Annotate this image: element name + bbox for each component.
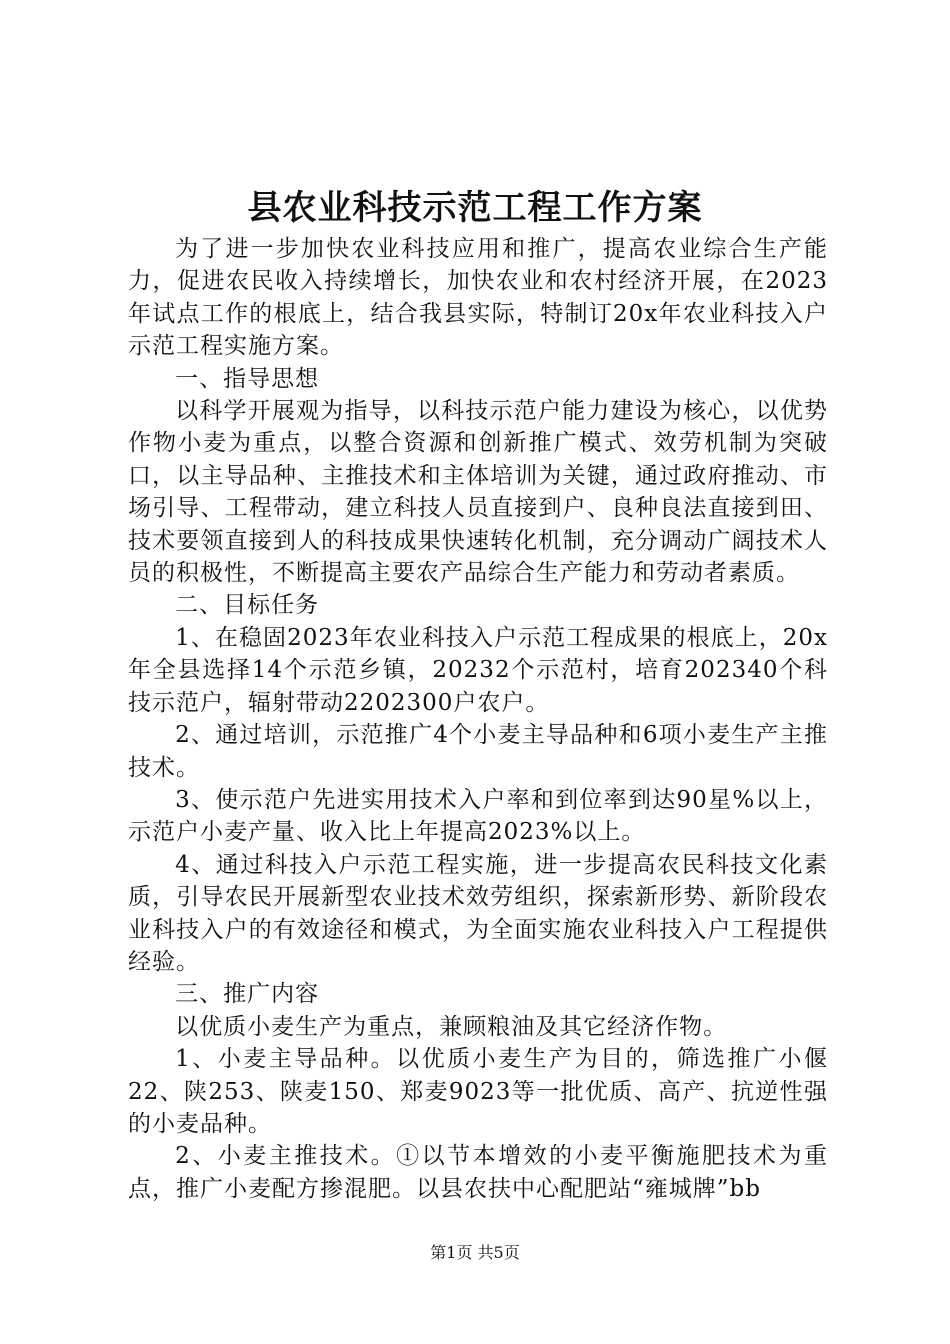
paragraph-goal-2: 2、通过培训，示范推广4个小麦主导品种和6项小麦生产主推技术。: [128, 722, 828, 781]
document-body: [128, 233, 828, 1205]
paragraph-goal-3: 3、使示范户先进实用技术入户率和到位率到达90星%以上，示范户小麦产量、收入比上年提高2023%以上。: [128, 786, 828, 846]
paragraph-intro: 为了进一步加快农业科技应用和推广，提高农业综合生产能力，促进农民收入持续增长，加快农业和农村经济开展，在2023年试点工作的根底上，结合我县实际，特制订20x年农业科技入户示范工程实施方案。: [128, 236, 828, 360]
paragraph-wheat-varieties: 1、小麦主导品种。以优质小麦生产为目的，筛选推广小偃22、陕253、陕麦150、郑麦9023等一批优质、高产、抗逆性强的小麦品种。: [128, 1046, 828, 1137]
paragraph-goal-4: 4、通过科技入户示范工程实施，进一步提高农民科技文化素质，引导农民开展新型农业技术效劳组织，探索新形势、新阶段农业科技入户的有效途径和模式，为全面实施农业科技入户工程提供经验。: [128, 851, 828, 975]
paragraph-guiding-ideology: 以科学开展观为指导，以科技示范户能力建设为核心，以优势作物小麦为重点，以整合资源和创新推广模式、效劳机制为突破口，以主导品种、主推技术和主体培训为关键，通过政府推动、市场引导、工程带动，建立科技人员直接到户、良种良法直接到田、技术要领直接到人的科技成果快速转化机制，充分调动广阔技术人员的积极性，不断提高主要农产品综合生产能力和劳动者素质。: [128, 398, 828, 587]
section-heading-promotion-content: 三、推广内容: [175, 981, 320, 1008]
paragraph-goal-1: 1、在稳固2023年农业科技入户示范工程成果的根底上，20x年全县选择14个示范乡镇，20232个示范村，培育202340个科技示范户，辐射带动2202300户农户。: [128, 624, 828, 716]
section-heading-guiding-ideology: 一、指导思想: [175, 365, 320, 392]
section-heading-goals-tasks: 二、目标任务: [175, 592, 320, 619]
paragraph-wheat-techniques: 2、小麦主推技术。①以节本增效的小麦平衡施肥技术为重点，推广小麦配方掺混肥。以县农扶中心配肥站“雍城牌”bb: [128, 1143, 828, 1202]
paragraph-promotion-intro: 以优质小麦生产为重点，兼顾粮油及其它经济作物。: [175, 1013, 728, 1040]
document-title: 县农业科技示范工程工作方案: [247, 188, 703, 228]
page-footer: 第1页 共5页: [430, 1243, 520, 1262]
